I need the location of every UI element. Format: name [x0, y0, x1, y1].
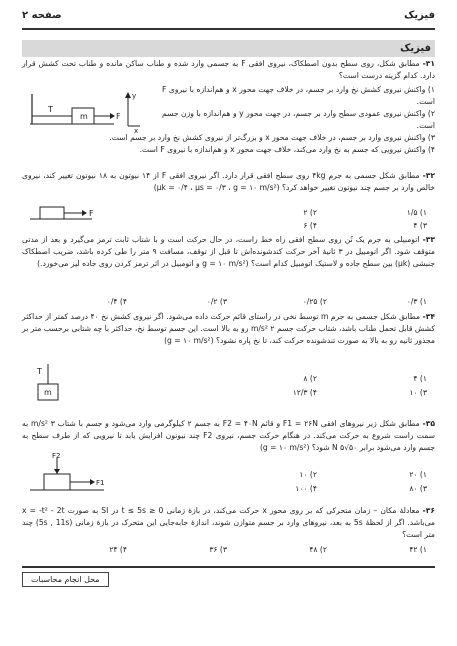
question-text: اتومبیلی به جرم یک تُن روی سطح افقی راه خط راست، در حال حرکت است و با شتاب ثابت ترمز می‌گیرد و بعد از مدتی متوقف شود. اگر اتومبیل در ۳ ثانیهٔ آخر حرکت کندشونده‌اش تا قبل از توقف، مسافت ۹ متر را طی کرده باشد، ضریب اصطکاک جنبشی (μk) بین سطح جاده و لاستیک اتومبیل کدام است؟ (g = ۱۰ m/s² و اتومبیل در اثر ترمز کردن روی جاده لیز می‌خورد.) — [22, 235, 435, 268]
option-2[interactable]: ۲) واکنش نیروی عمودی سطح وارد بر جسم، در جهت محور y و هم‌اندازه با وزن جسم است. — [162, 109, 435, 130]
question-31-figure — [30, 90, 142, 134]
question-given: (g = ۱۰ m/s²) — [259, 443, 310, 452]
question-32-figure — [30, 203, 100, 225]
option-1[interactable]: ۱) واکنش نیروی کشش نخ وارد بر جسم، در خلاف جهت محور x و هم‌اندازه با نیروی F است. — [162, 85, 435, 106]
question-32-stem — [22, 170, 435, 194]
footer-divider — [22, 566, 435, 568]
option-3[interactable]: ۳) ۸۰ — [409, 484, 427, 493]
tension-label: T — [37, 367, 42, 376]
y-label: y — [132, 92, 137, 100]
question-number: ۳۳- — [422, 235, 436, 244]
option-1[interactable]: ۱) ۴۲ — [409, 545, 427, 554]
question-text: مطابق شکل، روی سطح بدون اصطکاک، نیروی افقی F به جسمی وارد شده و طناب ساکن مانده و طناب تحت کشش قرار دارد. کدام گزینه درست است؟ — [22, 59, 435, 80]
header-divider — [22, 28, 435, 30]
tension-label: T — [48, 105, 53, 114]
question-text: مطابق شکل زیر نیروهای افقی F1 = ۲۶N و قائم F2 = ۴۰N به جسم ۲ کیلوگرمی وارد می‌شود و جسم با شتاب ۳ m/s² به سمت راست شروع به حرکت می‌کند. در هنگام حرکت جسم، نیروی F2 چند نیوتون افزایش یابد تا نیرویی که از طرف سطح به جسم وارد می‌شود برابر ۵۰√۵ N شود؟ — [22, 419, 435, 452]
option-1[interactable]: ۱) ۴ — [413, 374, 427, 383]
option-1[interactable]: ۱) ۲۰ — [409, 470, 427, 479]
question-number: ۳۲- — [422, 171, 435, 180]
y-arrowhead — [125, 92, 131, 98]
option-4[interactable]: ۴) ۰/۴ — [106, 297, 127, 306]
question-given: (μk = ۰/۴ ، μs = ۰/۳ ، g = ۱۰ m/s²) — [153, 183, 280, 192]
force-label: F — [89, 209, 94, 218]
force-label: F — [116, 112, 121, 121]
question-number: ۳۵- — [422, 419, 435, 428]
page-header — [22, 10, 435, 26]
f2-label: F2 — [52, 452, 61, 460]
f2-arrowhead — [54, 469, 60, 474]
option-3[interactable]: ۳) ۳۶ — [209, 545, 227, 554]
question-text: مطابق شکل جسمی به جرم m توسط نخی در راستای قائم حرکت داده می‌شود. اگر نیروی کشش نخ ۴۰ درصد کمتر از حداکثر کشش قابل تحمل طناب باشد، شتاب حرکت جسم ۲ m/s² رو به بالا است. این جسم توسط نخ، حداکثر با چه شتابی برحسب متر بر مجذور ثانیه رو به بالا به صورت تندشونده حرکت کند، تا نخ پاره نشود؟ — [22, 312, 435, 345]
question-35-figure — [30, 452, 110, 498]
option-3[interactable]: ۳) ۱۰ — [409, 388, 427, 397]
question-34-stem — [22, 311, 435, 347]
option-4[interactable]: ۴) ۶ — [303, 221, 317, 230]
question-35-stem — [22, 418, 435, 454]
x-label: x — [134, 127, 139, 134]
question-31-stem — [22, 58, 435, 82]
option-2[interactable]: ۲) ۸ — [303, 374, 317, 383]
force-arrowhead — [110, 113, 115, 119]
option-3[interactable]: ۳) ۰/۲ — [206, 297, 227, 306]
question-34-figure — [32, 362, 72, 408]
option-2[interactable]: ۲) ۱۰ — [299, 470, 317, 479]
question-number: ۳۶- — [422, 506, 435, 515]
subject-band: فیزیک — [22, 40, 435, 57]
option-3[interactable]: ۳) ۴ — [413, 221, 427, 230]
option-4[interactable]: ۴) واکنش نیرویی که جسم به نخ وارد می‌کند، خلاف جهت محور x و هم‌اندازه با نیروی F است. — [139, 145, 435, 154]
option-4[interactable]: ۴) ۱۰۰ — [295, 484, 317, 493]
scratch-area-label: محل انجام محاسبات — [22, 572, 109, 587]
question-number: ۳۴- — [422, 312, 435, 321]
question-number: ۳۱- — [422, 59, 435, 68]
header-title: فیزیک — [404, 10, 435, 21]
option-4[interactable]: ۴) ۲۴ — [109, 545, 127, 554]
f1-arrowhead — [90, 479, 95, 485]
question-given: (g = ۱۰ m/s²) — [164, 336, 214, 345]
block — [44, 474, 70, 490]
question-text: مطابق شکل جسمی به جرم ۴kg روی سطح افقی قرار دارد. اگر نیروی افقی F از ۱۴ نیوتون به ۱۸ نیوتون تغییر کند، نیروی خالص وارد بر جسم چند نیوتون تغییر خواهد کرد؟ — [22, 171, 435, 192]
mass-label: m — [80, 112, 88, 121]
question-36-stem — [22, 505, 435, 541]
header-page-number: صفحه ۲ — [22, 10, 62, 21]
question-text: معادلهٔ مکان – زمان متحرکی که بر روی محور x حرکت می‌کند، در بازهٔ زمانی 0 ≤ t ≤ 5s در SI به صورت x = -t² - 2t می‌باشد. اگر از لحظهٔ 5s به بعد، نیروهای وارد بر جسم متوازن شوند، اندازهٔ جابه‌جایی این متحرک در بازهٔ زمانی (5s , 11s) چند متر است؟ — [22, 506, 435, 539]
f1-label: F1 — [96, 479, 105, 487]
option-3[interactable]: ۳) واکنش نیروی وارد بر جسم، در خلاف جهت محور x و بزرگ‌تر از نیروی کشش نخ وارد بر جسم است. — [109, 133, 435, 142]
option-2[interactable]: ۲) ۴۸ — [309, 545, 327, 554]
option-2[interactable]: ۲) ۰/۲۵ — [302, 297, 327, 306]
option-1[interactable]: ۱) ۰/۳ — [406, 297, 427, 306]
option-2[interactable]: ۲) ۲ — [303, 208, 317, 217]
option-1[interactable]: ۱) ۱/۵ — [406, 208, 427, 217]
option-4[interactable]: ۴) ۱۲/۳ — [292, 388, 317, 397]
question-33-stem — [22, 234, 435, 270]
mass-label: m — [44, 388, 52, 397]
force-arrowhead — [82, 210, 87, 216]
block — [40, 207, 64, 219]
